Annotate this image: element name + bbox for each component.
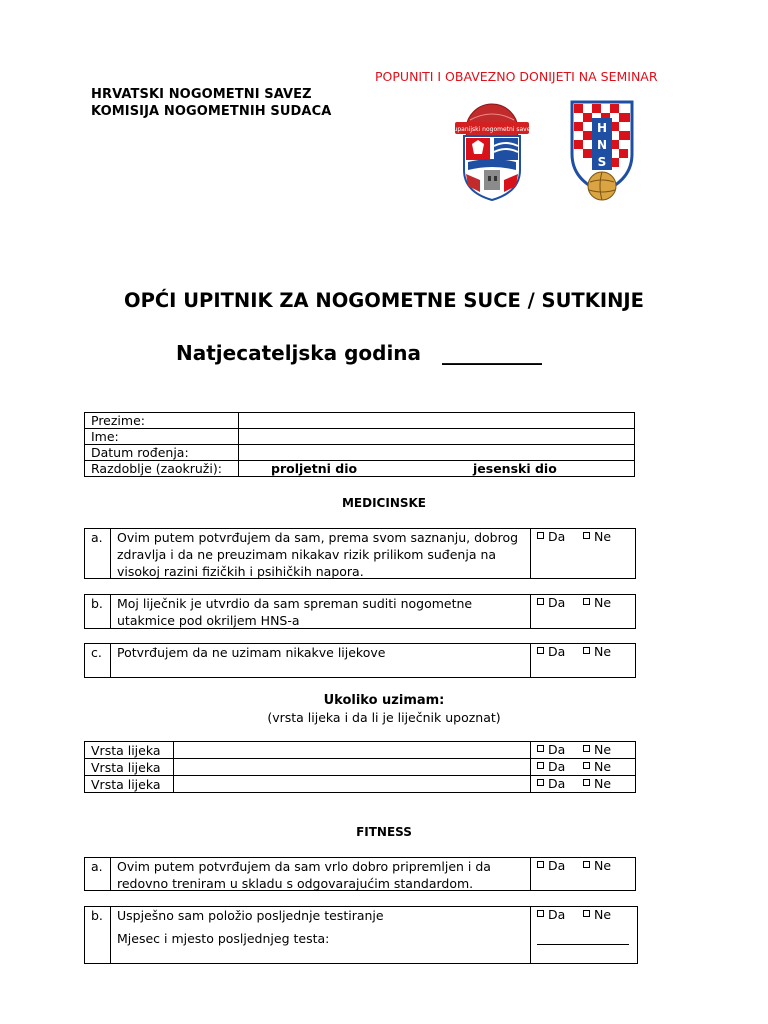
table-row bbox=[85, 461, 635, 477]
name-label: Ime: bbox=[85, 429, 239, 445]
period-label: Razdoblje (zaokruži): bbox=[85, 461, 239, 477]
medical-b-no-checkbox[interactable]: Ne bbox=[583, 595, 611, 610]
fitness-b-no-checkbox[interactable]: Ne bbox=[583, 907, 611, 922]
medication-row-2-yes-checkbox[interactable]: Da bbox=[537, 759, 565, 774]
medication-row-1-field[interactable] bbox=[174, 742, 529, 758]
medical-a-letter: a. bbox=[91, 530, 103, 545]
surname-field[interactable] bbox=[239, 413, 635, 429]
period-autumn-option[interactable]: jesenski dio bbox=[473, 461, 557, 476]
surname-label: Prezime: bbox=[85, 413, 239, 429]
table-row bbox=[85, 413, 635, 429]
medication-row-2-no-checkbox[interactable]: Ne bbox=[583, 759, 611, 774]
medical-section-heading: MEDICINSKE bbox=[341, 496, 427, 510]
medication-row-3-label: Vrsta lijeka bbox=[91, 777, 161, 792]
table-row bbox=[85, 445, 635, 461]
last-test-answer-line[interactable] bbox=[537, 944, 629, 945]
org-commission: KOMISIJA NOGOMETNIH SUDACA bbox=[91, 104, 332, 119]
medical-a-line2: zdravlja i da ne preuzimam nikakav rizik prilikom suđenja na bbox=[117, 547, 497, 562]
medical-a-yes-checkbox[interactable]: Da bbox=[537, 529, 565, 544]
svg-text:N: N bbox=[596, 138, 608, 152]
medical-a-line1: Ovim putem potvrđujem da sam, prema svom saznanju, dobrog bbox=[117, 530, 519, 545]
county-association-logo bbox=[450, 100, 534, 204]
medical-c-yes-checkbox[interactable]: Da bbox=[537, 644, 565, 659]
logo-banner-text: županijski nogometni savez bbox=[450, 126, 534, 133]
medical-b-line2: utakmice pod okriljem HNS-a bbox=[117, 613, 300, 628]
medication-row-3-no-checkbox[interactable]: Ne bbox=[583, 776, 611, 791]
svg-text:H: H bbox=[596, 121, 608, 135]
personal-info-table bbox=[84, 412, 635, 477]
medical-b-letter: b. bbox=[91, 596, 103, 611]
season-label: Natjecateljska godina bbox=[176, 341, 422, 365]
fitness-b-yes-checkbox[interactable]: Da bbox=[537, 907, 565, 922]
medication-subheading: (vrsta lijeka i da li je liječnik upoznat) bbox=[267, 710, 501, 725]
fitness-b-line1: Uspješno sam položio posljednje testiranje bbox=[117, 908, 384, 923]
season-blank[interactable]: __________ bbox=[442, 341, 542, 365]
fitness-a-letter: a. bbox=[91, 859, 103, 874]
table-row bbox=[85, 429, 635, 445]
hns-logo bbox=[570, 100, 634, 202]
org-name: HRVATSKI NOGOMETNI SAVEZ bbox=[91, 87, 312, 102]
medical-b-line1: Moj liječnik je utvrdio da sam spreman suditi nogometne bbox=[117, 596, 473, 611]
birth-date-field[interactable] bbox=[239, 445, 635, 461]
medication-row-2-label: Vrsta lijeka bbox=[91, 760, 161, 775]
fitness-b-line2: Mjesec i mjesto posljednjeg testa: bbox=[117, 931, 330, 946]
medication-row-2-field[interactable] bbox=[174, 759, 529, 775]
period-choice-cell bbox=[239, 461, 635, 477]
period-spring-option[interactable]: proljetni dio bbox=[271, 461, 358, 476]
form-title: OPĆI UPITNIK ZA NOGOMETNE SUCE / SUTKINJE bbox=[124, 289, 644, 312]
fitness-a-line1: Ovim putem potvrđujem da sam vrlo dobro pripremljen i da bbox=[117, 859, 491, 874]
medical-a-line3: visokoj razini fizičkih i psihičkih napora. bbox=[117, 564, 364, 579]
fitness-section-heading: FITNESS bbox=[356, 825, 412, 839]
fitness-a-yes-checkbox[interactable]: Da bbox=[537, 858, 565, 873]
fitness-a-line2: redovno treniram u skladu s odgovarajućim standardom. bbox=[117, 876, 474, 891]
fitness-a-no-checkbox[interactable]: Ne bbox=[583, 858, 611, 873]
medical-a-no-checkbox[interactable]: Ne bbox=[583, 529, 611, 544]
medication-row-1-no-checkbox[interactable]: Ne bbox=[583, 742, 611, 757]
fitness-b-letter: b. bbox=[91, 908, 103, 923]
medical-b-yes-checkbox[interactable]: Da bbox=[537, 595, 565, 610]
medication-heading: Ukoliko uzimam: bbox=[323, 693, 445, 708]
notice-text: POPUNITI I OBAVEZNO DONIJETI NA SEMINAR bbox=[375, 69, 658, 84]
medical-c-line1: Potvrđujem da ne uzimam nikakve lijekove bbox=[117, 645, 386, 660]
birth-date-label: Datum rođenja: bbox=[85, 445, 239, 461]
medication-row-3-field[interactable] bbox=[174, 776, 529, 792]
name-field[interactable] bbox=[239, 429, 635, 445]
medication-row-1-yes-checkbox[interactable]: Da bbox=[537, 742, 565, 757]
medical-c-letter: c. bbox=[91, 645, 102, 660]
medical-c-no-checkbox[interactable]: Ne bbox=[583, 644, 611, 659]
svg-text:S: S bbox=[597, 155, 607, 169]
medication-row-3-yes-checkbox[interactable]: Da bbox=[537, 776, 565, 791]
medication-row-1-label: Vrsta lijeka bbox=[91, 743, 161, 758]
